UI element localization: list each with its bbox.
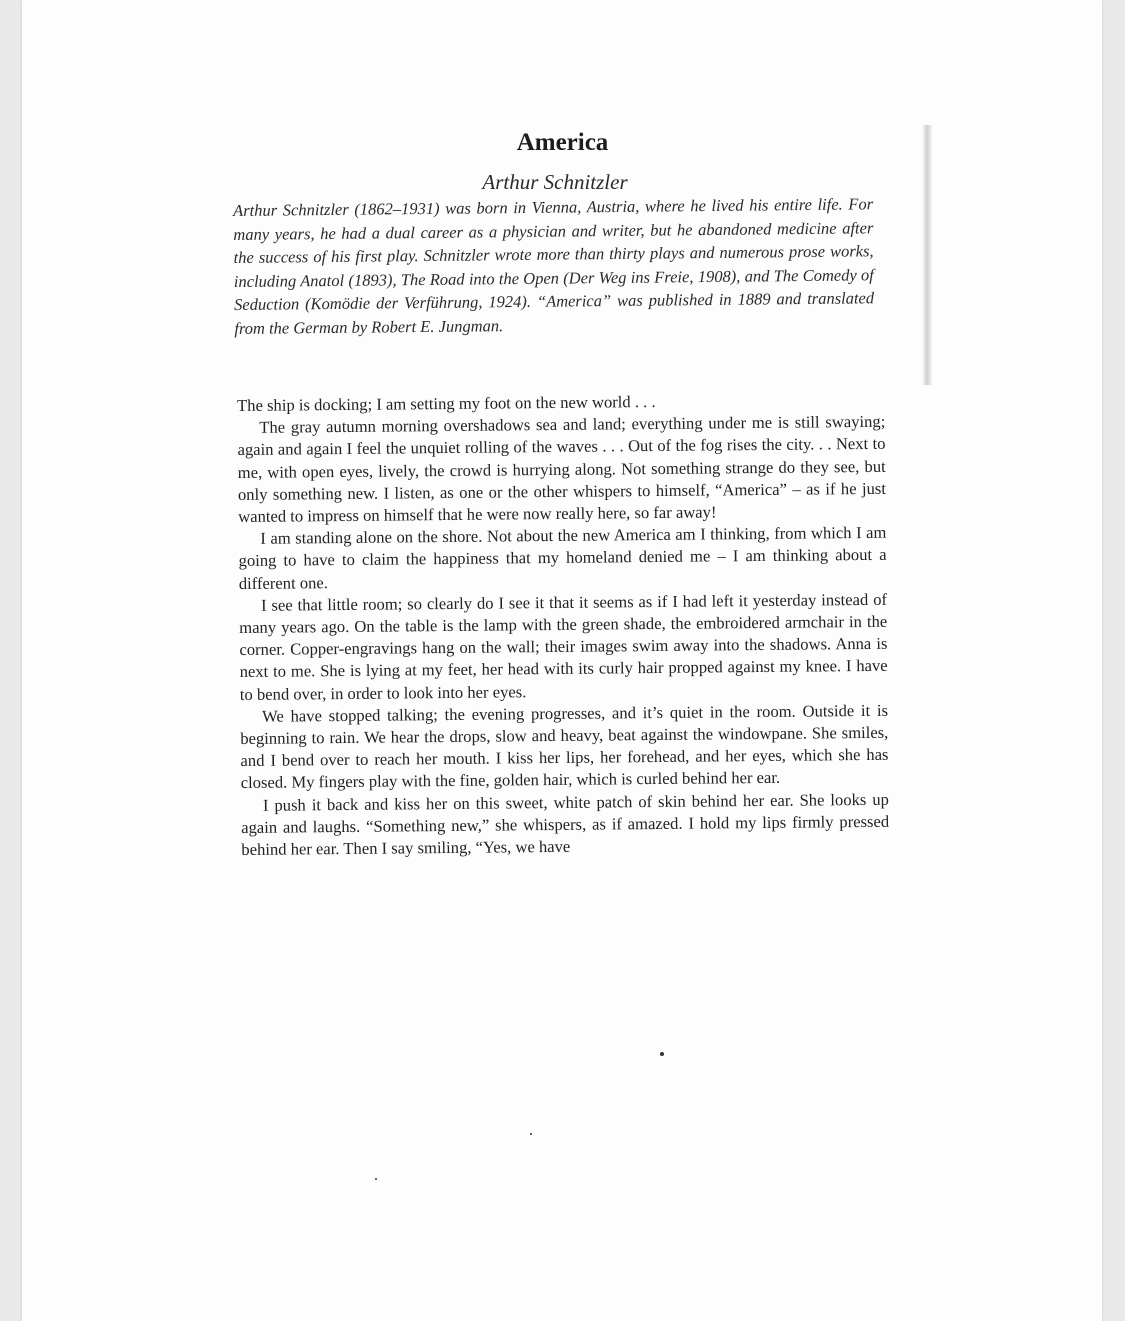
story-title: America <box>516 129 609 156</box>
scan-speck <box>375 1178 377 1180</box>
author-biography: Arthur Schnitzler (1862–1931) was born in Vienna, Austria, where he lived his entire life. For many years, he had a dual career as a physician and writer, but he abandoned medicine after the success of his first play. Schnitzler wrote more than thirty plays and numerous prose works, including Anatol (1893), The Road into the Open (Der Weg ins Freie, 1908), and The Comedy of Seduction (Komödie der Verführung, 1924). “America” was published in 1889 and translated from the German by Robert E. Jungman. <box>233 194 875 338</box>
story-body <box>237 389 889 861</box>
scan-shadow <box>922 125 932 385</box>
story-paragraph: I see that little room; so clearly do I see it that it seems as if I had left it yesterday instead of many years ago. On the table is the lamp with the green shade, the embroidered armchair in the corner. Copper-engravings hang on the wall; their images swim away into the shadows. Anna is next to me. She is lying at my feet, her head with its curly hair propped against my knee. I have to bend over, in order to look into her eyes. <box>239 589 888 704</box>
scan-speck <box>660 1052 664 1056</box>
story-paragraph: The ship is docking; I am setting my foot on the new world . . . <box>237 391 656 415</box>
story-paragraph: I am standing alone on the shore. Not about the new America am I thinking, from which I am going to have to claim the happiness that my homeland denied me – I am thinking about a different one. <box>238 522 887 593</box>
story-author: Arthur Schnitzler <box>482 170 628 194</box>
story-paragraph: We have stopped talking; the evening progresses, and it’s quiet in the room. Outside it is beginning to rain. We hear the drops, slow and heavy, beat against the windowpane. She smiles, and I bend over to reach her mouth. I kiss her lips, her forehead, and her eyes, which she has closed. My fingers play with the fine, golden hair, which is curled behind her ear. <box>240 700 889 793</box>
scan-speck <box>530 1133 532 1135</box>
story-paragraph: The gray autumn morning overshadows sea and land; everything under me is still swaying; again and again I feel the unquiet rolling of the waves . . . Out of the fog rises the city. . . Next to me, with open eyes, lively, the crowd is hurrying along. Not something strange do they see, but only something new. I listen, as one or the other whispers to himself, “America” – as if he just wanted to impress on himself that he were now really here, so far away! <box>237 411 887 527</box>
story-paragraph: I push it back and kiss her on this sweet, white patch of skin behind her ear. She looks up again and laughs. “Something new,” she whispers, as if amazed. I hold my lips firmly pressed behind her ear. Then I say smiling, “Yes, we have <box>241 789 890 860</box>
